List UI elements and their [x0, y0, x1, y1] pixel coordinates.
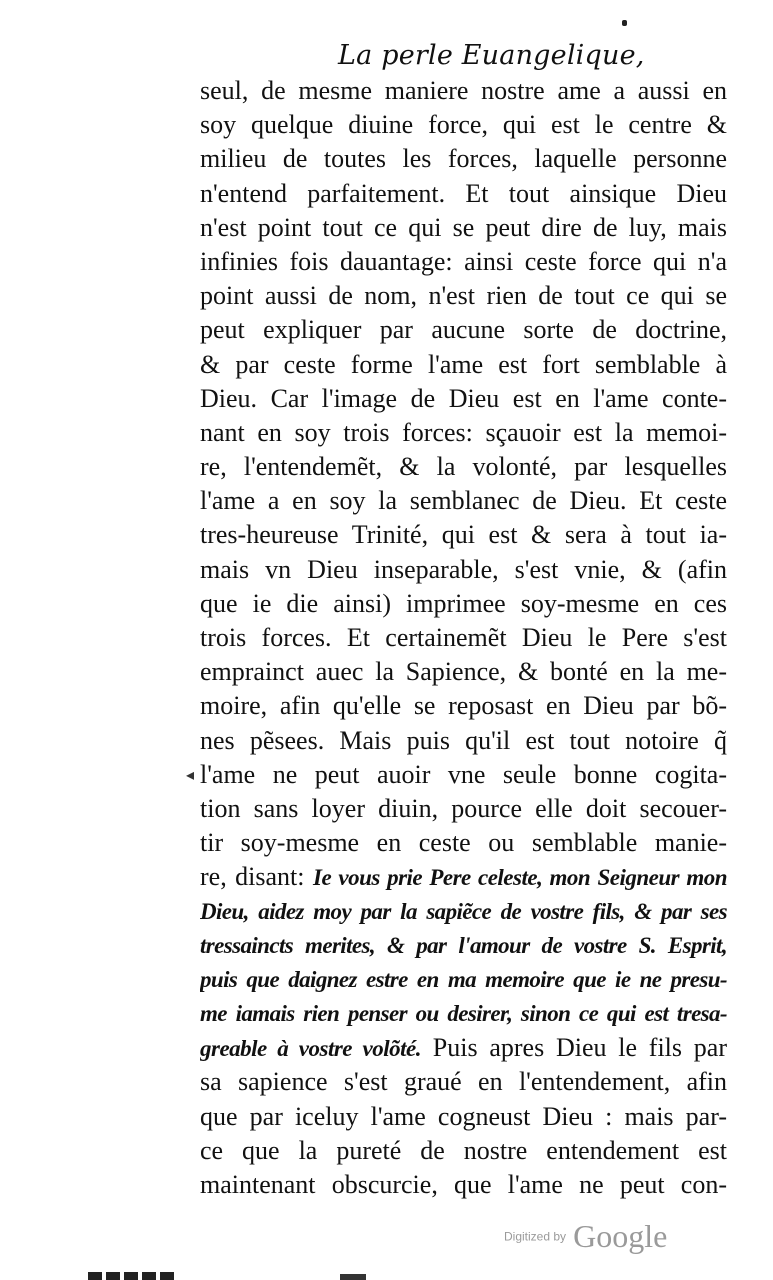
- google-logo-text: Google: [573, 1218, 668, 1254]
- text-line: point aussi de nom, n'est rien de tout ce qui se: [200, 281, 727, 311]
- text-line: ce que la pureté de nostre entendement est: [200, 1135, 727, 1165]
- text-line: re, l'entendemẽt, & la volonté, par lesquelles: [200, 452, 727, 482]
- text-line: trois forces. Et certainemẽt Dieu le Pere s'est: [200, 623, 727, 652]
- italic-segment: greable à vostre volõté.: [200, 1036, 421, 1062]
- text-line: soy quelque diuine force, qui est le centre &: [200, 110, 727, 140]
- roman-segment: re, disant:: [200, 862, 313, 892]
- next-page-bleed-mark: [340, 1274, 366, 1280]
- text-line: tres-heureuse Trinité, qui est & sera à tout ia-: [200, 520, 727, 550]
- text-line: nes pẽsees. Mais puis qu'il est tout notoire q̃: [200, 725, 727, 755]
- ink-dot: [622, 20, 627, 26]
- text-line: n'est point tout ce qui se peut dire de luy, mais: [200, 212, 727, 242]
- google-watermark: [504, 1218, 667, 1255]
- italic-segment: Ie vous prie Pere celeste, mon Seigneur mon: [313, 865, 727, 891]
- text-line: & par ceste forme l'ame est fort semblable à: [200, 349, 727, 379]
- text-line-prayer-start: [200, 860, 727, 894]
- text-line: sa sapience s'est graué en l'entendement, afin: [200, 1067, 727, 1097]
- next-page-bleed: [88, 1272, 178, 1280]
- text-line: l'ame ne peut auoir vne seule bonne cogita-: [200, 759, 727, 789]
- text-line: que par iceluy l'ame cogneust Dieu : mais par-: [200, 1101, 727, 1131]
- text-line: nant en soy trois forces: sçauoir est la memoi-: [200, 417, 727, 447]
- italic-prayer-line: me iamais rien penser ou desirer, sinon ce qui est tresa-: [200, 1001, 727, 1027]
- running-head: La perle Euangelique,: [338, 40, 645, 71]
- roman-segment: Puis apres Dieu le fils par: [420, 1033, 727, 1063]
- text-line: Dieu. Car l'image de Dieu est en l'ame conte-: [200, 383, 727, 413]
- text-line: tir soy-mesme en ceste ou semblable manie-: [200, 828, 727, 858]
- text-line: seul, de mesme maniere nostre ame a aussi en: [200, 76, 727, 105]
- text-line: emprainct auec la Sapience, & bonté en la me-: [200, 657, 727, 687]
- italic-prayer-line: puis que daignez estre en ma memoire que ie ne presu-: [200, 966, 727, 992]
- text-line: mais vn Dieu inseparable, s'est vnie, & (afin: [200, 554, 727, 584]
- text-line: tion sans loyer diuin, pource elle doit secouer-: [200, 793, 727, 823]
- margin-mark: ◂: [186, 765, 195, 784]
- text-line: l'ame a en soy la semblanec de Dieu. Et ceste: [200, 486, 727, 516]
- italic-prayer-line: Dieu, aidez moy par la sapiẽce de vostre fils, & par ses: [200, 898, 727, 924]
- text-line: infinies fois dauantage: ainsi ceste force qui n'a: [200, 246, 727, 276]
- text-line-prayer-end: [200, 1031, 727, 1065]
- text-line: n'entend parfaitement. Et tout ainsique Dieu: [200, 178, 727, 208]
- italic-prayer-line: tressaincts merites, & par l'amour de vostre S. Esprit,: [200, 932, 727, 958]
- text-line: moire, afin qu'elle se reposast en Dieu par bõ-: [200, 691, 727, 721]
- text-line: que ie die ainsi) imprimee soy-mesme en ces: [200, 588, 727, 618]
- body-text: [200, 74, 727, 1202]
- text-line: peut expliquer par aucune sorte de doctrine,: [200, 315, 727, 345]
- text-line: milieu de toutes les forces, laquelle personne: [200, 144, 727, 174]
- digitized-by-text: Digitized by: [504, 1229, 567, 1244]
- text-line: maintenant obscurcie, que l'ame ne peut con-: [200, 1170, 727, 1199]
